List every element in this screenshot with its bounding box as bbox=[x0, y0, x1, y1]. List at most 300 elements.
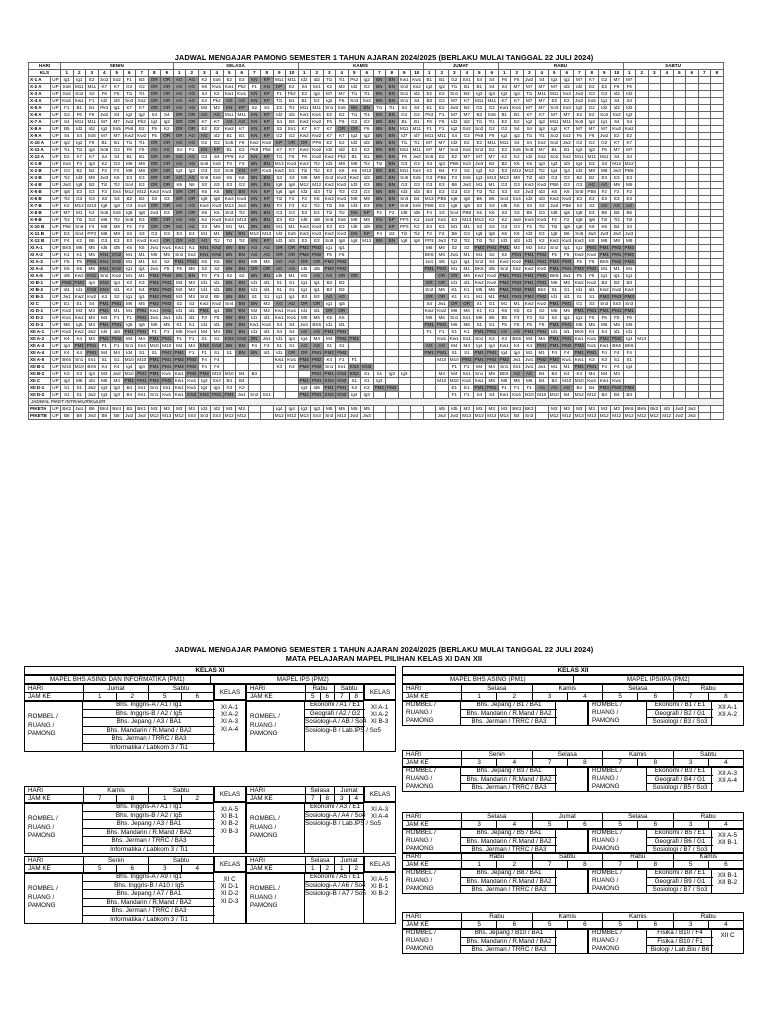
schedule-cell bbox=[648, 175, 661, 182]
schedule-cell: Id1 bbox=[311, 308, 324, 315]
schedule-cell: G3 bbox=[86, 217, 99, 224]
schedule-cell: M13 bbox=[299, 413, 309, 418]
schedule-cell bbox=[648, 343, 661, 350]
schedule-cell: OR bbox=[148, 168, 161, 175]
schedule-cell: K4 bbox=[523, 343, 536, 350]
schedule-cell: G3 bbox=[348, 189, 361, 196]
schedule-cell: PM2 bbox=[299, 364, 309, 369]
schedule-cell: E1 bbox=[61, 301, 74, 308]
schedule-cell bbox=[673, 357, 686, 364]
rombel-line: PAMONG bbox=[592, 717, 620, 724]
schedule-cell: E3 bbox=[136, 217, 149, 224]
schedule-block-body bbox=[588, 928, 744, 954]
schedule-cell: PM1 bbox=[587, 245, 597, 250]
kelas-column bbox=[711, 829, 743, 853]
schedule-cell: Ig8 bbox=[573, 210, 586, 217]
schedule-cell bbox=[661, 168, 674, 175]
schedule-cell: KN3 bbox=[362, 364, 372, 369]
day-label: HARI bbox=[250, 685, 266, 692]
schedule-cell: M7 bbox=[486, 154, 499, 161]
schedule-cell: PM2 bbox=[612, 336, 622, 341]
subject-entry: Sosiologi / B5 / So3 bbox=[652, 784, 708, 792]
day-name: Rabu bbox=[461, 913, 532, 920]
schedule-cell: Ig2 bbox=[498, 91, 511, 98]
schedule-cell: Jw2 bbox=[686, 413, 699, 420]
period-number: 7 bbox=[305, 795, 320, 803]
schedule-cell: Sn3 bbox=[611, 301, 624, 308]
schedule-cell: AG bbox=[598, 182, 611, 189]
schedule-cell bbox=[361, 308, 374, 315]
period-number: 4 bbox=[708, 921, 743, 929]
schedule-cell: OR bbox=[161, 154, 174, 161]
schedule-cell: B6 bbox=[611, 210, 624, 217]
schedule-cell: KP bbox=[261, 238, 274, 245]
schedule-cell: G3 bbox=[498, 182, 511, 189]
schedule-cell bbox=[636, 238, 649, 245]
schedule-cell bbox=[661, 196, 674, 203]
schedule-cell: Id2 bbox=[523, 154, 536, 161]
schedule-cell: G2 bbox=[211, 140, 224, 147]
schedule-cell: Kw2 bbox=[124, 133, 134, 138]
rombel-label bbox=[589, 829, 647, 853]
subject-entry: Sosiologi / B7 / So3 bbox=[652, 846, 708, 854]
schedule-cell: KN2 bbox=[212, 245, 222, 250]
schedule-cell: BN bbox=[373, 126, 386, 133]
schedule-cell: G3 bbox=[498, 224, 511, 231]
schedule-cell: PM1 bbox=[524, 273, 534, 278]
schedule-cell bbox=[648, 231, 661, 238]
day-name: Kamis bbox=[83, 787, 148, 794]
rombel-line: RUANG / bbox=[250, 721, 277, 729]
schedule-cell: Kw3 bbox=[537, 217, 547, 222]
schedule-cell bbox=[711, 105, 724, 112]
schedule-cell: M10 bbox=[437, 378, 447, 383]
schedule-cell: So6 bbox=[123, 217, 136, 224]
subject-entry: Sosiologi / B3 / So3 bbox=[652, 718, 708, 726]
schedule-cell: BN bbox=[386, 84, 399, 91]
schedule-cell: B3 bbox=[323, 287, 336, 294]
schedule-cell: S1 bbox=[148, 350, 161, 357]
schedule-cell bbox=[623, 378, 636, 385]
schedule-cell: M3 bbox=[186, 280, 199, 287]
schedule-cell: KN bbox=[248, 189, 261, 196]
schedule-cell: K7 bbox=[236, 126, 249, 133]
schedule-cell: So2 bbox=[598, 112, 611, 119]
schedule-cell bbox=[698, 98, 711, 105]
schedule-row bbox=[29, 336, 724, 343]
schedule-cell: S4 bbox=[611, 154, 624, 161]
schedule-cell: PM2 bbox=[99, 336, 109, 341]
schedule-cell: S1 bbox=[211, 336, 224, 343]
schedule-cell: PM2 bbox=[312, 252, 322, 257]
schedule-cell bbox=[686, 350, 699, 357]
schedule-cell: Kw1 bbox=[312, 112, 322, 117]
schedule-cell: Id3 bbox=[311, 189, 324, 196]
schedule-cell: M11 bbox=[224, 112, 234, 117]
schedule-cell: E3 bbox=[136, 175, 149, 182]
schedule-cell bbox=[673, 350, 686, 357]
schedule-cell: M11 bbox=[399, 147, 409, 152]
schedule-cell: Kw1 bbox=[499, 392, 509, 397]
schedule-cell: PM1 bbox=[462, 357, 472, 362]
schedule-cell: F4 bbox=[211, 364, 224, 371]
schedule-cell: Ti2 bbox=[336, 189, 349, 196]
schedule-cell: Jw3 bbox=[586, 231, 599, 238]
kelas-column bbox=[555, 869, 587, 893]
subject-entry: Fisika / B10 / F4 bbox=[647, 929, 713, 938]
schedule-cell: PM1 bbox=[487, 329, 497, 334]
subject-entry: Bhs. Mandarin / R.Mand / BA2 bbox=[83, 727, 215, 736]
schedule-cell: BK5 bbox=[62, 245, 72, 250]
schedule-cell bbox=[411, 301, 424, 308]
schedule-cell: S1 bbox=[273, 287, 286, 294]
schedule-cell: F1 bbox=[336, 357, 349, 364]
schedule-cell: M13 bbox=[274, 161, 284, 166]
schedule-cell: Sn4 bbox=[111, 189, 124, 196]
schedule-cell: M2 bbox=[298, 273, 311, 280]
rombel-line: RUANG / bbox=[406, 936, 433, 944]
schedule-cell bbox=[636, 378, 649, 385]
schedule-cell: S1 bbox=[461, 350, 474, 357]
schedule-cell: UP bbox=[52, 84, 59, 89]
schedule-cell: BN bbox=[223, 259, 236, 266]
schedule-cell: M4 bbox=[448, 371, 461, 378]
day-header: RABU bbox=[498, 63, 623, 70]
schedule-cell: KP bbox=[261, 98, 274, 105]
schedule-cell: Jw3 bbox=[236, 203, 249, 210]
schedule-cell bbox=[223, 357, 236, 364]
schedule-cell: Kw3 bbox=[349, 175, 359, 180]
schedule-cell: Ig3 bbox=[186, 168, 199, 175]
schedule-cell: M10 bbox=[437, 357, 447, 362]
schedule-cell: Sn5 bbox=[111, 126, 124, 133]
schedule-cell: F5 bbox=[73, 259, 86, 266]
schedule-cell: UP bbox=[52, 280, 59, 285]
schedule-cell: M7 bbox=[573, 77, 586, 84]
schedule-cell: M13 bbox=[87, 203, 97, 208]
schedule-cell: M5 bbox=[348, 406, 361, 413]
schedule-cell bbox=[661, 112, 674, 119]
schedule-cell: PM2 bbox=[174, 357, 184, 362]
schedule-cell: AG bbox=[198, 133, 211, 140]
schedule-cell: G2 bbox=[436, 98, 449, 105]
class-name: XII A-3 bbox=[29, 343, 51, 350]
schedule-cell bbox=[636, 168, 649, 175]
schedule-cell: UP bbox=[52, 301, 59, 306]
schedule-cell bbox=[661, 294, 674, 301]
schedule-cell: S4 bbox=[523, 140, 536, 147]
schedule-cell: M1 bbox=[523, 350, 536, 357]
schedule-cell: Kw2 bbox=[487, 273, 497, 278]
schedule-cell: Ig3 bbox=[61, 378, 74, 385]
schedule-cell: PM1 bbox=[162, 350, 172, 355]
schedule-cell bbox=[698, 77, 711, 84]
schedule-cell: UP bbox=[52, 245, 59, 250]
schedule-cell: PM2 bbox=[624, 252, 634, 257]
schedule-cell: Kw2 bbox=[137, 133, 147, 138]
schedule-cell: F4 bbox=[598, 350, 611, 357]
schedule-cell: So2 bbox=[548, 154, 561, 161]
class-name: XI A-5 bbox=[29, 273, 51, 280]
schedule-cell: F1 bbox=[436, 126, 449, 133]
schedule-cell bbox=[686, 154, 699, 161]
schedule-cell: Id1 bbox=[198, 287, 211, 294]
schedule-cell: G3 bbox=[98, 238, 111, 245]
schedule-cell: K3 bbox=[598, 357, 611, 364]
schedule-cell: B5 bbox=[211, 294, 224, 301]
schedule-cell: B6 bbox=[448, 231, 461, 238]
schedule-cell: PM3 bbox=[599, 385, 609, 390]
schedule-cell: BK6 bbox=[87, 364, 97, 369]
schedule-cell: Ig4 bbox=[511, 350, 524, 357]
schedule-cell: B6 bbox=[523, 210, 536, 217]
class-name: X-2 A bbox=[29, 84, 51, 91]
schedule-cell: M13 bbox=[487, 175, 497, 180]
schedule-cell: KN bbox=[248, 112, 261, 119]
day-name: Senin bbox=[83, 857, 148, 864]
schedule-cell: Ig2 bbox=[123, 112, 136, 119]
schedule-cell bbox=[673, 294, 686, 301]
schedule-cell: OR bbox=[286, 350, 299, 357]
schedule-cell bbox=[698, 287, 711, 294]
schedule-cell: PP3 bbox=[87, 231, 97, 236]
schedule-cell: Id1 bbox=[61, 287, 74, 294]
schedule-cell: BN bbox=[261, 175, 274, 182]
schedule-cell: G3 bbox=[511, 182, 524, 189]
schedule-cell: PM1 bbox=[187, 259, 197, 264]
schedule-cell: F4 bbox=[198, 364, 211, 371]
period-number: 1 bbox=[61, 70, 74, 77]
schedule-cell: M3 bbox=[86, 336, 99, 343]
rombel-line: ROMBEL / bbox=[406, 928, 436, 936]
day-name: Rabu bbox=[602, 853, 673, 860]
schedule-cell bbox=[698, 161, 711, 168]
schedule-cell: Ig8 bbox=[73, 182, 86, 189]
subject-entry: Bhs. Jepang / A3 / BA1 bbox=[83, 820, 215, 829]
schedule-cell: Kw2 bbox=[312, 133, 322, 138]
schedule-cell: M6 bbox=[436, 287, 449, 294]
schedule-cell: S4 bbox=[86, 301, 99, 308]
subject-entry: Ekonomi / B8 / E1 bbox=[647, 869, 713, 878]
schedule-cell: Kw1 bbox=[574, 336, 584, 341]
schedule-cell: K2 bbox=[411, 217, 424, 224]
day-header: JUMAT bbox=[423, 63, 498, 70]
schedule-cell: K2 bbox=[198, 98, 211, 105]
schedule-cell: PM1 bbox=[424, 266, 434, 271]
rombel-line: ROMBEL / bbox=[592, 700, 622, 708]
schedule-cell bbox=[686, 308, 699, 315]
schedule-cell: M7 bbox=[523, 98, 536, 105]
schedule-cell: Id5 bbox=[486, 266, 499, 273]
kelas-column bbox=[711, 869, 743, 893]
schedule-cell: K6 bbox=[336, 168, 349, 175]
period-number: 6 bbox=[361, 70, 374, 77]
schedule-cell: S2 bbox=[548, 315, 561, 322]
schedule-cell: Ig1 bbox=[136, 294, 149, 301]
schedule-cell: F3 bbox=[286, 203, 299, 210]
schedule-cell: OR bbox=[173, 196, 186, 203]
schedule-title: JADWAL MENGAJAR PAMONG SEMESTER 1 TAHUN AJARAN 2024/2025 (BERLAKU MULAI TANGGAL 22 JULI 2024) bbox=[174, 53, 594, 62]
schedule-cell bbox=[373, 350, 386, 357]
schedule-cell: S4 bbox=[623, 119, 636, 126]
day-name: Jumat bbox=[83, 685, 148, 692]
schedule-cell: Ti1 bbox=[123, 91, 136, 98]
class-name: XII D-1 bbox=[29, 385, 51, 392]
schedule-cell bbox=[636, 140, 649, 147]
rombel-line: RUANG / bbox=[406, 876, 433, 884]
schedule-cell: M7 bbox=[548, 84, 561, 91]
schedule-cell: Pk3 bbox=[423, 112, 436, 119]
class-name: XI C bbox=[29, 301, 51, 308]
schedule-cell: K6 bbox=[498, 231, 511, 238]
schedule-cell: K4 bbox=[561, 371, 574, 378]
schedule-cell: M5 bbox=[248, 259, 261, 266]
schedule-cell: So5 bbox=[511, 147, 524, 154]
schedule-cell: AG bbox=[511, 329, 524, 336]
schedule-cell: Ig8 bbox=[548, 231, 561, 238]
schedule-cell: K2 bbox=[86, 210, 99, 217]
schedule-cell: So5 bbox=[586, 98, 599, 105]
schedule-cell: M4 bbox=[598, 371, 611, 378]
schedule-cell: Id4 bbox=[123, 350, 136, 357]
schedule-cell: G3 bbox=[461, 189, 474, 196]
schedule-cell: Id1 bbox=[248, 329, 261, 336]
schedule-cell: Ig1 bbox=[336, 245, 349, 252]
schedule-cell: F1 bbox=[161, 329, 174, 336]
schedule-cell: Ti1 bbox=[123, 140, 136, 147]
schedule-cell: Kw3 bbox=[162, 189, 172, 194]
schedule-cell: BN bbox=[373, 189, 386, 196]
schedule-cell bbox=[411, 357, 424, 364]
schedule-cell: Kw3 bbox=[287, 161, 297, 166]
period-number: 8 bbox=[116, 795, 149, 803]
schedule-cell: B3 bbox=[423, 98, 436, 105]
schedule-cell: E3 bbox=[336, 224, 349, 231]
schedule-cell: PM1 bbox=[562, 322, 572, 327]
schedule-cell bbox=[361, 315, 374, 322]
schedule-cell bbox=[686, 98, 699, 105]
schedule-cell: BN bbox=[386, 238, 399, 245]
schedule-cell bbox=[711, 301, 724, 308]
schedule-cell bbox=[648, 154, 661, 161]
schedule-cell bbox=[636, 280, 649, 287]
subject-entry: Bhs. Mandarin / R.Mand / BA2 bbox=[461, 776, 557, 785]
schedule-cell: K3 bbox=[361, 385, 374, 392]
schedule-cell: Ti2 bbox=[473, 238, 486, 245]
schedule-cell: OR bbox=[161, 77, 174, 84]
schedule-cell: Ig4 bbox=[298, 336, 311, 343]
schedule-cell bbox=[711, 273, 724, 280]
schedule-cell: KP bbox=[361, 231, 374, 238]
schedule-cell: S4 bbox=[411, 98, 424, 105]
schedule-cell: F1 bbox=[448, 364, 461, 371]
schedule-cell: E2 bbox=[286, 84, 299, 91]
schedule-cell: Ig4 bbox=[623, 336, 636, 343]
schedule-cell: PB6 bbox=[549, 182, 559, 187]
schedule-cell bbox=[661, 259, 674, 266]
schedule-cell bbox=[373, 329, 386, 336]
schedule-cell: So1 bbox=[398, 91, 411, 98]
schedule-cell: Bk3 bbox=[536, 287, 549, 294]
schedule-cell: PM1 bbox=[312, 392, 322, 397]
schedule-cell: PM2 bbox=[187, 357, 197, 362]
schedule-cell: F3 bbox=[273, 203, 286, 210]
schedule-cell: Id1 bbox=[261, 315, 274, 322]
schedule-cell: M12 bbox=[287, 413, 297, 418]
schedule-cell bbox=[386, 287, 399, 294]
schedule-cell bbox=[673, 175, 686, 182]
schedule-cell: E3 bbox=[173, 231, 186, 238]
schedule-cell: M2 bbox=[523, 245, 536, 252]
period-number: 2 bbox=[349, 865, 364, 873]
schedule-cell: Id3 bbox=[273, 238, 286, 245]
schedule-cell: K2 bbox=[486, 168, 499, 175]
schedule-cell: Id5 bbox=[436, 406, 449, 413]
period-number: 7 bbox=[532, 861, 567, 869]
schedule-cell: S4 bbox=[523, 126, 536, 133]
schedule-cell: Ig2 bbox=[161, 119, 174, 126]
schedule-cell: M4 bbox=[111, 350, 124, 357]
schedule-cell: Ti2 bbox=[311, 161, 324, 168]
class-name: X-12 A bbox=[29, 154, 51, 161]
subject-entry: Bhs. Jerman / TRRC / BA3 bbox=[471, 946, 547, 954]
schedule-cell: M8 bbox=[348, 217, 361, 224]
schedule-cell bbox=[398, 294, 411, 301]
schedule-cell: Bk3 bbox=[648, 406, 661, 413]
schedule-cell: M8 bbox=[598, 168, 611, 175]
schedule-cell: AG bbox=[311, 343, 324, 350]
schedule-cell: Kw2 bbox=[537, 301, 547, 306]
schedule-cell: Sn4 bbox=[411, 168, 424, 175]
schedule-cell: K7 bbox=[198, 119, 211, 126]
schedule-cell: M4 bbox=[111, 378, 124, 385]
schedule-cell: M11 bbox=[87, 84, 97, 89]
schedule-row bbox=[29, 126, 724, 133]
schedule-cell: M13 bbox=[262, 231, 272, 236]
schedule-cell: BK3 bbox=[512, 406, 522, 411]
schedule-cell: K7 bbox=[111, 84, 124, 91]
schedule-cell bbox=[411, 280, 424, 287]
schedule-cell bbox=[411, 350, 424, 357]
schedule-cell bbox=[686, 147, 699, 154]
schedule-cell: Id5 bbox=[273, 273, 286, 280]
schedule-cell: BN bbox=[386, 133, 399, 140]
schedule-cell: F1 bbox=[423, 329, 436, 336]
schedule-cell: M1 bbox=[461, 266, 474, 273]
schedule-cell: OR bbox=[161, 203, 174, 210]
subject-entry: Geografi / A2 / G2 bbox=[305, 710, 365, 719]
schedule-cell bbox=[398, 413, 411, 420]
schedule-cell: Jw3 bbox=[148, 210, 161, 217]
schedule-cell: F6 bbox=[586, 133, 599, 140]
schedule-cell: E2 bbox=[436, 154, 449, 161]
schedule-cell: K1 bbox=[186, 322, 199, 329]
schedule-cell: Id2 bbox=[611, 105, 624, 112]
schedule-cell: Ti2 bbox=[448, 238, 461, 245]
schedule-cell: B3 bbox=[311, 294, 324, 301]
schedule-cell: PM1 bbox=[324, 371, 334, 376]
schedule-cell: M3 bbox=[86, 322, 99, 329]
schedule-cell: Kw1 bbox=[162, 371, 172, 376]
schedule-cell: G2 bbox=[486, 105, 499, 112]
schedule-cell: B3 bbox=[623, 280, 636, 287]
schedule-cell bbox=[673, 189, 686, 196]
schedule-cell: So3 bbox=[323, 175, 336, 182]
schedule-cell bbox=[686, 259, 699, 266]
schedule-cell: M7 bbox=[573, 126, 586, 133]
schedule-cell: Id1 bbox=[198, 280, 211, 287]
schedule-cell bbox=[398, 336, 411, 343]
